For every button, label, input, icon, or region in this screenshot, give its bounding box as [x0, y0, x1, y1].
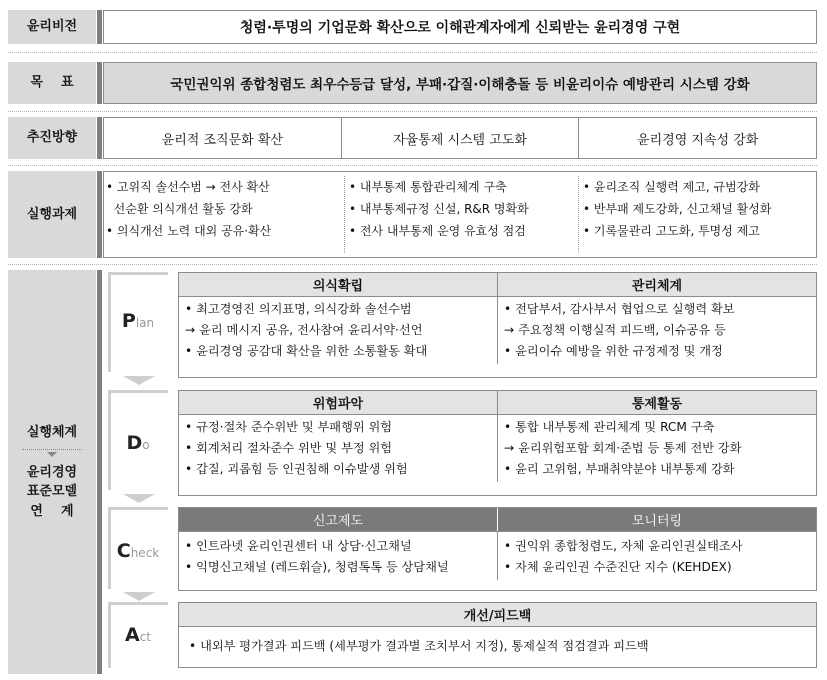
phase-left-column	[179, 297, 497, 364]
phase-item: • 인트라넷 윤리인권센터 내 상담·신고채널	[185, 539, 412, 553]
task-item: • 고위직 솔선수범 → 전사 확산	[106, 180, 270, 194]
task-item: 선순환 의식개선 활동 강화	[106, 202, 253, 216]
task-column	[106, 176, 344, 253]
phase-plan-box	[178, 272, 817, 378]
phase-initial: D	[126, 432, 143, 454]
phase-single-column	[179, 627, 816, 659]
phase-header: 신고제도	[179, 508, 497, 531]
phase-left-column	[179, 532, 497, 580]
phase-initial: A	[124, 624, 140, 646]
phase-item: • 전담부서, 감사부서 협업으로 실행력 확보	[504, 302, 735, 316]
phase-item: • 윤리 고위험, 부패취약분야 내부통제 강화	[504, 462, 735, 476]
chevron-down-icon	[123, 494, 155, 503]
direction-divider	[97, 117, 102, 159]
chevron-down-icon	[123, 376, 155, 385]
direction-box	[103, 117, 817, 159]
vision-text: 청렴·투명의 기업문화 확산으로 이해관계자에게 신뢰받는 윤리경영 구현	[103, 10, 817, 44]
tasks-label: 실행과제	[8, 171, 96, 258]
phase-item: • 갑질, 괴롭힘 등 인권침해 이슈발생 위험	[185, 462, 408, 476]
goal-divider	[97, 62, 102, 104]
vision-divider	[97, 10, 102, 44]
chevron-down-icon	[47, 452, 57, 457]
task-item: • 윤리조직 실행력 제고, 규범강화	[583, 180, 760, 194]
phase-do-box	[178, 390, 817, 496]
phase-item: → 윤리위험포함 회계·준법 등 통제 전반 강화	[504, 441, 742, 455]
phase-item: • 권익위 종합청렴도, 자체 윤리인권실태조사	[504, 539, 743, 553]
phase-header: 의식확립	[179, 273, 497, 296]
system-label	[8, 270, 96, 674]
phase-suffix: o	[142, 438, 150, 452]
phase-item: • 내외부 평가결과 피드백 (세부평가 결과별 조치부서 지정), 통제실적 점검결과 피드백	[189, 639, 649, 653]
phase-suffix: heck	[130, 546, 160, 560]
system-label-arrow	[22, 449, 82, 450]
phase-header: 위험파악	[179, 391, 497, 414]
direction-label: 추진방향	[8, 117, 96, 159]
phase-item: → 주요정책 이행실적 피드백, 이슈공유 등	[504, 323, 726, 337]
system-label-line: 표준모델	[26, 484, 78, 499]
phase-item: • 윤리경영 공감대 확산을 위한 소통활동 확대	[185, 344, 428, 358]
goal-label: 목 표	[8, 62, 96, 104]
phase-check-box	[178, 507, 817, 591]
phase-letter-act	[103, 624, 173, 646]
phase-item: • 익명신고채널 (레드휘슬), 청렴톡톡 등 상담채널	[185, 560, 449, 574]
separator	[8, 264, 817, 265]
phase-letter-plan	[103, 310, 173, 332]
phase-header: 개선/피드백	[179, 603, 816, 626]
separator	[8, 165, 817, 166]
phase-item: • 회계처리 절차준수 위반 및 부정 위험	[185, 441, 393, 455]
phase-item: → 윤리 메시지 공유, 전사참여 윤리서약·선언	[185, 323, 423, 337]
phase-item: • 최고경영진 의지표명, 의식강화 솔선수범	[185, 302, 412, 316]
tasks-divider	[97, 171, 102, 258]
task-item: • 의식개선 노력 대외 공유·확산	[106, 224, 272, 238]
phase-item: • 자체 윤리인권 수준진단 지수 (KEHDEX)	[504, 560, 732, 574]
phase-act-box	[178, 602, 817, 668]
direction-item: 윤리경영 지속성 강화	[578, 118, 816, 158]
phase-left-column	[179, 415, 497, 482]
phase-letter-check	[103, 540, 173, 562]
vision-label: 윤리비전	[8, 10, 96, 44]
phase-item: • 규정·절차 준수위반 및 부패행위 위험	[185, 420, 393, 434]
tasks-box	[103, 171, 817, 258]
task-item: • 기록물관리 고도화, 투명성 제고	[583, 224, 760, 238]
system-divider	[97, 270, 102, 674]
system-label-top: 실행체계	[26, 425, 78, 440]
task-item: • 반부패 제도강화, 신고채널 활성화	[583, 202, 772, 216]
task-item: • 전사 내부통제 운영 유효성 점검	[349, 224, 526, 238]
task-item: • 내부통제 통합관리체계 구축	[349, 180, 507, 194]
goal-text: 국민권익위 종합청렴도 최우수등급 달성, 부패·갑질·이해충돌 등 비윤리이슈 예방관리 시스템 강화	[103, 62, 817, 104]
separator	[8, 111, 817, 112]
phase-letter-do	[103, 432, 173, 454]
phase-suffix: ct	[139, 630, 152, 644]
separator	[8, 52, 817, 53]
phase-initial: P	[121, 310, 136, 332]
task-column	[344, 176, 578, 253]
phase-initial: C	[116, 540, 131, 562]
phase-right-column	[497, 297, 816, 364]
system-label-line: 연 계	[30, 503, 74, 519]
phase-item: • 통합 내부통제 관리체계 및 RCM 구축	[504, 420, 715, 434]
direction-item: 자율통제 시스템 고도화	[341, 118, 579, 158]
phase-header: 관리체계	[497, 273, 816, 296]
phase-right-column	[497, 415, 816, 482]
task-column	[578, 176, 814, 253]
direction-item: 윤리적 조직문화 확산	[161, 132, 283, 148]
chevron-down-icon	[123, 592, 155, 601]
system-label-line: 윤리경영	[26, 464, 78, 480]
phase-header: 통제활동	[497, 391, 816, 414]
phase-right-column	[497, 532, 816, 580]
phase-header: 모니터링	[497, 508, 816, 531]
phase-item: • 윤리이슈 예방을 위한 규정제정 및 개정	[504, 344, 723, 358]
task-item: • 내부통제규정 신설, R&R 명확화	[349, 202, 529, 216]
phase-suffix: lan	[135, 316, 155, 330]
